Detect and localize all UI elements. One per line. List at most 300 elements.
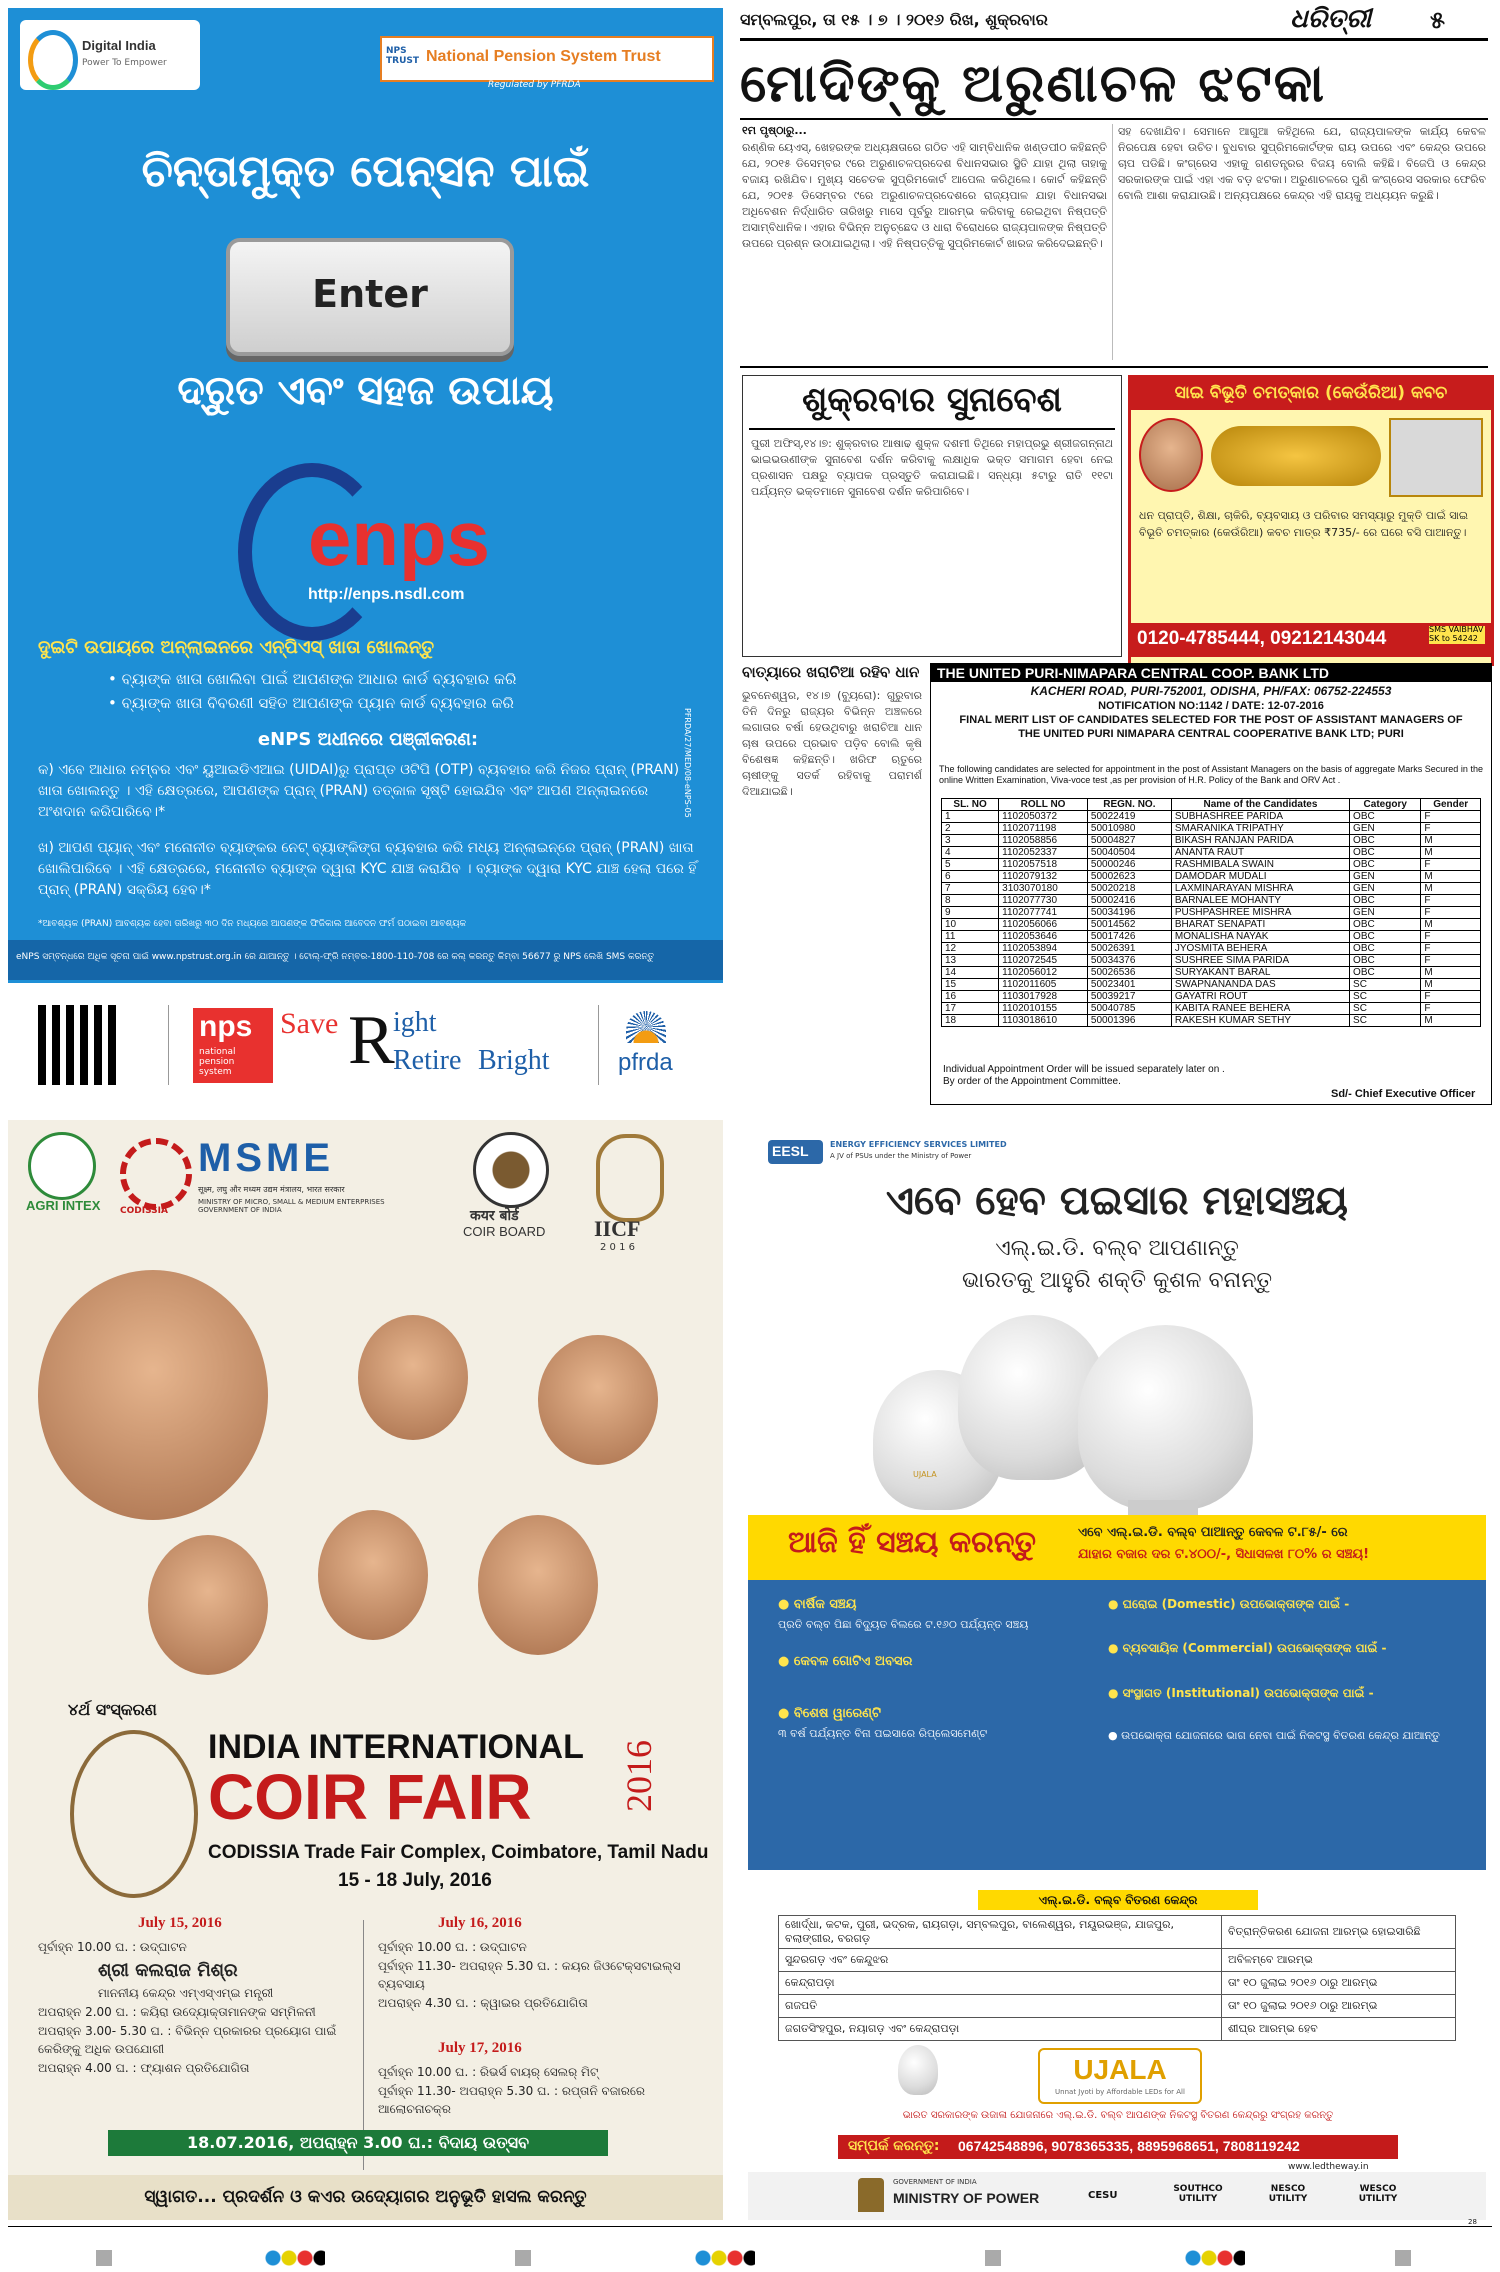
- iicf-emblem: [596, 1134, 664, 1222]
- registration-marks: [0, 2248, 1500, 2268]
- table-cell: 12: [942, 943, 999, 955]
- table-cell: ଜଗତସିଂହପୁର, ନୟାଗଡ଼ ଏବଂ କେନ୍ଦ୍ରାପଡ଼ା: [779, 2018, 1222, 2041]
- table-cell: F: [1421, 1003, 1481, 1015]
- page-number: ୫: [1430, 6, 1445, 34]
- closing-banner: [108, 2130, 608, 2156]
- table-cell: 1102011605: [999, 979, 1088, 991]
- tagline-retire: Retire: [393, 1045, 462, 1076]
- partner-wesco: WESCO UTILITY: [1358, 2184, 1398, 2204]
- nps-headline-1: ଚିନ୍ତାମୁକ୍ତ ପେନ୍‌ସନ ପାଇଁ: [141, 146, 590, 197]
- nps-trust-logo: [380, 36, 714, 82]
- table-row: [942, 847, 1481, 859]
- table-cell: OBC: [1350, 943, 1421, 955]
- coir-venue: CODISSIA Trade Fair Complex, Coimbatore, Tamil Nadu: [208, 1842, 709, 1863]
- table-row: [942, 811, 1481, 823]
- enter-key-graphic: [226, 238, 514, 356]
- bank-merit-list-notice: [930, 663, 1492, 1105]
- table-row: [942, 967, 1481, 979]
- sai-baba-portrait: [1139, 418, 1203, 492]
- table-cell: BHARAT SENAPATI: [1171, 919, 1349, 931]
- digital-india-text: Digital India: [82, 38, 156, 53]
- table-cell: F: [1421, 955, 1481, 967]
- table-row: [942, 883, 1481, 895]
- sai-ad-title-bar: [1131, 378, 1491, 410]
- table-cell: 16: [942, 991, 999, 1003]
- table-cell: 1102079132: [999, 871, 1088, 883]
- table-cell: 6: [942, 871, 999, 883]
- table-cell: SC: [1350, 979, 1421, 991]
- divider: [168, 1005, 169, 1085]
- eesl-subheadline-1: ଏଲ୍.ଇ.ଡି. ବଲ୍‌ବ ଆପଣାନ୍ତୁ: [995, 1236, 1239, 1261]
- divider: [749, 428, 1115, 430]
- table-cell: SMARANIKA TRIPATHY: [1171, 823, 1349, 835]
- table-cell: ଖୋର୍ଦ୍ଧା, କଟକ, ପୁରୀ, ଭଦ୍ରକ, ରାୟଗଡ଼ା, ସମ୍ବଲପୁର, ବାଲେଶ୍ୱର, ମୟୂରଭଞ୍ଜ, ଯାଜପୁର, ବଲାଙ୍ଗୀର, ବରଗଡ଼: [779, 1916, 1222, 1949]
- table-cell: 15: [942, 979, 999, 991]
- table-cell: DAMODAR MUDALI: [1171, 871, 1349, 883]
- table-cell: OBC: [1350, 955, 1421, 967]
- table-row: [942, 955, 1481, 967]
- eesl-left-points: [778, 1594, 1078, 1744]
- table-row: [942, 979, 1481, 991]
- table-row: [779, 1949, 1456, 1972]
- table-cell: 50020218: [1087, 883, 1171, 895]
- table-cell: F: [1421, 859, 1481, 871]
- main-story-lead: ୧ମ ପୃଷ୍ଠାରୁ...: [742, 124, 807, 137]
- table-cell: 50023401: [1087, 979, 1171, 991]
- table-row: [942, 895, 1481, 907]
- table-cell: 7: [942, 883, 999, 895]
- schedule-item: ପୂର୍ବାହ୍ନ 11.30- ଅପରାହ୍ନ 5.30 ଘ. : ରପ୍ତାନି ବଜାରରେ ଆଲୋଚନାଚକ୍ର: [378, 2083, 645, 2117]
- table-row: [942, 943, 1481, 955]
- table-cell: F: [1421, 991, 1481, 1003]
- nps-ad-code: PFRDA/27/MED/08-eNPS-05: [683, 708, 692, 818]
- digital-india-icon: [28, 30, 78, 90]
- schedule-item: ଅପରାହ୍ନ 2.00 ଘ. : କୟିରା ଉଦ୍ୟୋକ୍ତାମାନଙ୍କ ସମ୍ମିଳନୀ: [38, 2005, 316, 2020]
- benefit-item: ● ସଂସ୍ଥାଗତ (Institutional) ଉପଭୋକ୍ତାଙ୍କ ପାଇଁ -: [1108, 1685, 1374, 1700]
- schedule-day-2: July 16, 2016: [438, 1915, 522, 1931]
- table-cell: 1102058856: [999, 835, 1088, 847]
- table-cell: 11: [942, 931, 999, 943]
- footer-rule: [8, 2226, 1492, 2227]
- merit-table-header: Name of the Candidates: [1171, 799, 1349, 811]
- sai-coin-image: [1389, 418, 1483, 497]
- table-cell: BARNALEE MOHANTY: [1171, 895, 1349, 907]
- sai-ad-sms: SMS VAIBHAV SK to 54242: [1429, 625, 1484, 643]
- table-row: [942, 1003, 1481, 1015]
- schedule-item: ଶ୍ରୀ କଲରାଜ ମିଶ୍ର: [98, 1959, 238, 1981]
- table-cell: LAXMINARAYAN MISHRA: [1171, 883, 1349, 895]
- main-story-column-2: ସହ ଦେଖାଯିବ। ସେମାନେ ଆଗୁଆ କହିଥିଲେ ଯେ, ରାଜ୍ୟପାଳଙ୍କ କାର୍ଯ୍ୟ କେବଳ ନିରପେକ୍ଷ ହେବା ଉଚିତ। ବୁଧବାର ସୁପ୍ରିମକୋର୍ଟଙ୍କ ରାୟ ଉପରେ ଏବଂ କେନ୍ଦ୍ର ଉପରେ ଚାପ ପଡିଛି। କଂଗ୍ରେସ ଏହାକୁ ଗଣତନ୍ତ୍ରର ବିଜୟ ବୋଲି କହିଛି। ବିଜେପି ଓ କେନ୍ଦ୍ର ସରକାରଙ୍କ ପାଇଁ ଏହା ଏକ ବଡ଼ ଝଟକା। ଅରୁଣାଚଳରେ ପୁଣି କଂଗ୍ରେସ ସରକାର ଫେରିବ ବୋଲି ଆଶା କରାଯାଉଛି। ଅନ୍ୟପକ୍ଷରେ କେନ୍ଦ୍ର ଏହି ରାୟକୁ ଅଧ୍ୟୟନ କରୁଛି।: [1118, 125, 1486, 202]
- table-cell: 5: [942, 859, 999, 871]
- table-cell: OBC: [1350, 919, 1421, 931]
- qr-code-icon: [38, 1005, 118, 1085]
- iicf-year: 2 0 1 6: [600, 1242, 635, 1253]
- nps-logo-text: nps: [199, 1010, 253, 1043]
- headline-rule: [740, 118, 1488, 120]
- portrait-minister-5: [318, 1510, 428, 1640]
- led-bulb-image: [1078, 1325, 1253, 1510]
- friday-story-headline: ଶୁକ୍ରବାର ସୁନାବେଶ: [802, 380, 1062, 420]
- table-cell: 1102077741: [999, 907, 1088, 919]
- main-headline: ମୋଦିଙ୍କୁ ଅରୁଣାଚଳ ଝଟକା: [740, 54, 1327, 114]
- small-story-headline: ବାତ୍ୟାରେ ଖରାଚିଆ ରହିବ ଧାନ: [742, 663, 920, 681]
- sai-ad-body: ଧନ ପ୍ରାପ୍ତି, ଶିକ୍ଷା, ଚାକିରି, ବ୍ୟବସାୟ ଓ ପରିବାର ସମସ୍ୟାରୁ ମୁକ୍ତି ପାଇଁ ସାଇ ବିଭୂତି ଚମତ୍କାର (କେଉଁରିଆ) କବଚ ମାତ୍ର ₹735/- ରେ ଘରେ ବସି ପାଆନ୍ତୁ।: [1139, 509, 1469, 539]
- benefit-item: ୩ ବର୍ଷ ପର୍ଯ୍ୟନ୍ତ ବିନା ପଇସାରେ ରିପ୍ଲେସମେଣ୍ଟ: [778, 1726, 988, 1740]
- table-cell: OBC: [1350, 859, 1421, 871]
- pfrda-sun-icon: [626, 1011, 666, 1043]
- newspaper-name: ଧରିତ୍ରୀ: [1290, 4, 1372, 34]
- table-cell: 9: [942, 907, 999, 919]
- eesl-footer-band: [748, 2172, 1486, 2220]
- eesl-logo-subtext: ENERGY EFFICIENCY SERVICES LIMITED: [830, 1140, 1007, 1149]
- table-cell: F: [1421, 823, 1481, 835]
- benefit-item: ● ଉପଭୋକ୍ତା ଯୋଜନାରେ ଭାଗ ନେବା ପାଇଁ ନିକଟସ୍ଥ ବିତରଣ କେନ୍ଦ୍ର ଯାଆନ୍ତୁ: [1108, 1729, 1440, 1743]
- nps-bullet-2: • ବ୍ୟାଙ୍କ ଖାତା ବିବରଣୀ ସହିତ ଆପଣଙ୍କ ପ୍ୟାନ କାର୍ଡ ବ୍ୟବହାର କରି: [108, 694, 514, 712]
- table-cell: 50002623: [1087, 871, 1171, 883]
- bank-notification-no: NOTIFICATION NO:1142 / DATE: 12-07-2016: [1098, 700, 1324, 712]
- eesl-price-line-1: ଏବେ ଏଲ୍.ଇ.ଡି. ବଲ୍‌ବ ପାଆନ୍ତୁ କେବଳ ଟ.୮୫/- ରେ: [1078, 1525, 1348, 1540]
- bank-title: THE UNITED PURI-NIMAPARA CENTRAL COOP. BANK LTD: [937, 665, 1329, 681]
- table-row: [942, 907, 1481, 919]
- table-cell: SC: [1350, 1003, 1421, 1015]
- table-cell: 50040504: [1087, 847, 1171, 859]
- nps-bottom-band: [8, 983, 723, 1108]
- table-cell: SURYAKANT BARAL: [1171, 967, 1349, 979]
- table-cell: M: [1421, 871, 1481, 883]
- eesl-ujala-advertisement: [748, 1120, 1486, 2220]
- schedule-day-3-list: [378, 2063, 698, 2119]
- contact-label: ସମ୍ପର୍କ କରନ୍ତୁ:: [848, 2138, 940, 2154]
- table-row: [779, 1916, 1456, 1949]
- table-cell: M: [1421, 967, 1481, 979]
- benefit-item: ● ବ୍ୟବସାୟିକ (Commercial) ଉପଭୋକ୍ତାଙ୍କ ପାଇଁ -: [1108, 1641, 1387, 1656]
- table-row: [942, 1015, 1481, 1027]
- table-cell: SUSHREE SIMA PARIDA: [1171, 955, 1349, 967]
- table-cell: OBC: [1350, 847, 1421, 859]
- coir-board-emblem: [473, 1132, 549, 1208]
- table-cell: SC: [1350, 1015, 1421, 1027]
- nps-info-strip-text: eNPS ସମ୍ବନ୍ଧରେ ଅଧିକ ସୂଚନା ପାଇଁ www.npstrust.org.in ରେ ଯାଆନ୍ତୁ । ଟୋଲ୍-ଫ୍ରି ନମ୍ବର-1800-110-708 ରେ କଲ୍ କରନ୍ତୁ କିମ୍ବା 56677 ରୁ NPS ଲେଖି SMS କରନ୍ତୁ: [16, 952, 655, 962]
- table-cell: 50002416: [1087, 895, 1171, 907]
- iicf-fair-emblem: [70, 1730, 198, 1898]
- eesl-headline: ଏବେ ହେବ ପଇସାର ମହାସଞ୍ଚୟ: [885, 1178, 1349, 1224]
- distribution-table-title: ଏଲ୍.ଇ.ଡି. ବଲ୍‌ବ ବିତରଣ କେନ୍ଦ୍ର: [978, 1890, 1258, 1910]
- bank-intro: The following candidates are selected for appointment in the post of Assistant Managers on the basis of aggregate Marks Secured in the online Written Examination, Viva-voce test ,as per provision of H.R. Policy of the Bank and ORV Act .: [939, 764, 1483, 785]
- table-cell: OBC: [1350, 835, 1421, 847]
- table-cell: GEN: [1350, 823, 1421, 835]
- schedule-item: ଅପରାହ୍ନ 4.30 ଘ. : କ୍ୱାଇର ପ୍ରତିଯୋଗିତା: [378, 1995, 588, 2010]
- enps-wordmark: enps: [308, 494, 491, 582]
- coir-footer-band: [8, 2175, 723, 2220]
- table-cell: 50034376: [1087, 955, 1171, 967]
- reg-mark-cmyk: [265, 2250, 325, 2266]
- schedule-day-2-list: [378, 1938, 698, 2012]
- table-cell: 1102053894: [999, 943, 1088, 955]
- schedule-day-3: July 17, 2016: [438, 2040, 522, 2056]
- table-cell: 1102077730: [999, 895, 1088, 907]
- table-cell: 14: [942, 967, 999, 979]
- enps-url[interactable]: http://enps.nsdl.com: [308, 586, 465, 603]
- table-row: [779, 1995, 1456, 2018]
- tagline-save: Save: [280, 1007, 339, 1040]
- table-cell: SUBHASHREE PARIDA: [1171, 811, 1349, 823]
- eesl-save-banner: [748, 1515, 1486, 1580]
- table-cell: 18: [942, 1015, 999, 1027]
- table-cell: ତାଂ ୧୦ ଜୁଲାଇ ୨୦୧୬ ଠାରୁ ଆରମ୍ଭ: [1222, 1972, 1456, 1995]
- schedule-item: ପୂର୍ବାହ୍ନ 10.00 ଘ. : ଉଦ୍‌ଘାଟନ: [378, 1940, 527, 1954]
- eesl-subheadline-2: ଭାରତକୁ ଆହୁରି ଶକ୍ତି କୁଶଳ ବନାନ୍ତୁ: [961, 1268, 1273, 1293]
- table-row: [779, 2018, 1456, 2041]
- nps-trust-regulator: Regulated by PFRDA: [488, 80, 581, 90]
- table-row: [942, 919, 1481, 931]
- table-cell: 10: [942, 919, 999, 931]
- table-cell: OBC: [1350, 931, 1421, 943]
- schedule-day-1: July 15, 2016: [138, 1915, 222, 1931]
- main-story-column-1: ରଣ୍ଣିକ ୟେଏସ୍, ଖେହରଙ୍କ ଅଧ୍ୟକ୍ଷତାରେ ଗଠିତ ଏହି ସାମ୍ବିଧାନିକ ଖଣ୍ଡପୀଠ କହିଛନ୍ତି ଯେ, ୨୦୧୫ ଡିସେମ୍ବର ୯ରେ ଅରୁଣାଚଳପ୍ରଦେଶ ବିଧାନସଭାର ସ୍ଥିତି ଯାହା ଥିଲା ତାହାକୁ ବଜାୟ ରଖିଯିବ। ମୁଖ୍ୟ ସଚେତକ ସୁପ୍ରିମକୋର୍ଟ ଆପେଲ କରିଥିଲେ। କୋର୍ଟ କହିଛନ୍ତି ଯେ, ୨୦୧୫ ଡିସେମ୍ବର ୯ରେ ଅରୁଣାଚଳପ୍ରଦେଶରେ ରାଜ୍ୟପାଳ ଯାହା ବିଧାନସଭା ଅଧିବେଶନ ନିର୍ଦ୍ଧାରିତ ତାରିଖରୁ ମାସେ ପୂର୍ବରୁ ଆରମ୍ଭ କରିବାକୁ ରେଇଥିବା ନିଷ୍ପତ୍ତି ଅସାମ୍ବିଧାନିକ। ଏହାର ବିଭିନ୍ନ ଅନୁଚ୍ଛେଦ ଓ ଧାରା ବିରୋଧରେ ରାଜ୍ୟପାଳଙ୍କ ନିଷ୍ପତ୍ତି ଉପରେ ପ୍ରଶ୍ନ ଉଠାଯାଇଥିଲା। ଏହି ନିଷ୍ପତ୍ତିକୁ ସୁପ୍ରିମକୋର୍ଟ ଖାରଜ କରିଦେଇଛନ୍ତି।: [742, 141, 1107, 250]
- nps-advertisement: [8, 8, 723, 1108]
- table-cell: F: [1421, 931, 1481, 943]
- table-cell: କେନ୍ଦ୍ରାପଡ଼ା: [779, 1972, 1222, 1995]
- table-cell: 3103070180: [999, 883, 1088, 895]
- bank-address: KACHERI ROAD, PURI-752001, ODISHA, PH/FAX: 06752-224553: [1030, 684, 1392, 698]
- agri-intex-label: AGRI INTEX: [26, 1198, 101, 1213]
- reg-mark-gray: [96, 2250, 112, 2266]
- codissia-gear-icon: [120, 1138, 192, 1210]
- table-cell: 1103017928: [999, 991, 1088, 1003]
- table-cell: ତାଂ ୧୦ ଜୁଲାଇ ୨୦୧୬ ଠାରୁ ଆରମ୍ଭ: [1222, 1995, 1456, 2018]
- table-cell: 50014562: [1087, 919, 1171, 931]
- table-cell: F: [1421, 811, 1481, 823]
- eesl-logo-subtext-2: A JV of PSUs under the Ministry of Power: [830, 1152, 972, 1160]
- table-cell: KABITA RANEE BEHERA: [1171, 1003, 1349, 1015]
- nps-headline-2: ଦ୍ରୁତ ଏବଂ ସହଜ ଉପାୟ: [177, 368, 554, 414]
- table-cell: 1102053646: [999, 931, 1088, 943]
- table-cell: 1102056066: [999, 919, 1088, 931]
- table-cell: 1102052337: [999, 847, 1088, 859]
- nps-bullet-1: • ବ୍ୟାଙ୍କ ଖାତା ଖୋଲିବା ପାଇଁ ଆପଣଙ୍କ ଆଧାର କାର୍ଡ ବ୍ୟବହାର କରି: [108, 670, 517, 688]
- eesl-price-line-2: ଯାହାର ବଜାର ଦର ଟ.୪୦୦/-, ସିଧାସଳଖ ୮୦% ର ସଞ୍ଚୟ!: [1078, 1547, 1370, 1562]
- table-cell: 50010980: [1087, 823, 1171, 835]
- codissia-label: CODISSIA: [120, 1206, 168, 1216]
- table-cell: F: [1421, 895, 1481, 907]
- sai-kavach-advertisement: [1128, 375, 1494, 666]
- table-cell: M: [1421, 847, 1481, 859]
- msme-logo: MSME: [198, 1136, 334, 1180]
- table-cell: GEN: [1350, 883, 1421, 895]
- table-cell: GEN: [1350, 871, 1421, 883]
- table-cell: 50034196: [1087, 907, 1171, 919]
- table-cell: M: [1421, 835, 1481, 847]
- bank-signature: Sd/- Chief Executive Officer: [1331, 1088, 1476, 1100]
- coir-title-2: COIR FAIR: [208, 1761, 532, 1833]
- table-cell: ANANTA RAUT: [1171, 847, 1349, 859]
- table-row: [942, 991, 1481, 1003]
- table-cell: GEN: [1350, 907, 1421, 919]
- table-cell: GAYATRI ROUT: [1171, 991, 1349, 1003]
- contact-numbers[interactable]: 06742548896, 9078365335, 8895968651, 7808119242: [958, 2138, 1300, 2154]
- table-row: [942, 859, 1481, 871]
- portrait-minister-3: [538, 1335, 658, 1465]
- coir-year: 2016: [619, 1740, 659, 1812]
- tagline-R: R: [348, 1002, 395, 1079]
- eesl-website[interactable]: www.ledtheway.in: [1288, 2162, 1369, 2172]
- table-cell: RAKESH KUMAR SETHY: [1171, 1015, 1349, 1027]
- table-cell: JYOSMITA BEHERA: [1171, 943, 1349, 955]
- table-row: [779, 1972, 1456, 1995]
- schedule-item: ପୂର୍ବାହ୍ନ 10.00 ଘ. : ରିଭର୍ସ ବାୟର୍ ସେଲର୍ ମିଟ୍: [378, 2065, 599, 2079]
- pfrda-logo-text: pfrda: [618, 1049, 673, 1076]
- table-cell: PUSHPASHREE MISHRA: [1171, 907, 1349, 919]
- table-cell: 8: [942, 895, 999, 907]
- schedule-day-1-list: [38, 1938, 358, 2077]
- table-cell: M: [1421, 979, 1481, 991]
- benefit-item: ● ଘରୋଇ (Domestic) ଉପଭୋକ୍ତାଙ୍କ ପାଇଁ -: [1108, 1597, 1350, 1611]
- bank-title-bar: [931, 664, 1491, 682]
- partner-cesu: CESU: [1088, 2190, 1118, 2201]
- table-cell: 17: [942, 1003, 999, 1015]
- ministry-of-power: MINISTRY OF POWER: [893, 2190, 1040, 2206]
- table-cell: SWAPNANANDA DAS: [1171, 979, 1349, 991]
- bulb-label: UJALA: [913, 1470, 937, 1479]
- portrait-modi: [38, 1270, 268, 1520]
- table-cell: 13: [942, 955, 999, 967]
- digital-india-logo: [20, 20, 200, 90]
- footer-page-number: 28: [1468, 2218, 1477, 2226]
- ujala-logo-text: UJALA: [1073, 2054, 1167, 2085]
- table-cell: M: [1421, 883, 1481, 895]
- table-cell: 50022419: [1087, 811, 1171, 823]
- schedule-item: ପୂର୍ବାହ୍ନ 10.00 ଘ. : ଉଦ୍‌ଘାଟନ: [38, 1940, 187, 1954]
- table-cell: 1: [942, 811, 999, 823]
- eesl-right-points: [1108, 1594, 1468, 1746]
- friday-story-body: ପୁରୀ ଅଫିସ୍,୧୪।୭: ଶୁକ୍ରବାର ଆଷାଢ ଶୁକ୍ଳ ଦଶମୀ ତିଥିରେ ମହାପ୍ରଭୁ ଶ୍ରୀଜଗନ୍ନାଥ ଭାଇଭଉଣୀଙ୍କ ସୁନାବେଶ ଦର୍ଶନ କରିବାକୁ ଲକ୍ଷାଧିକ ଭକ୍ତ ସମାଗମ ହେବା ନେଇ ପ୍ରଶାସନ ପକ୍ଷରୁ ବ୍ୟାପକ ପ୍ରସ୍ତୁତି କରାଯାଇଛି। ସନ୍ଧ୍ୟା ୫ଟାରୁ ରାତି ୧୧ଟା ପର୍ଯ୍ୟନ୍ତ ଭକ୍ତମାନେ ସୁନାବେଶ ଦର୍ଶନ କରିପାରିବେ।: [751, 437, 1113, 498]
- nps-logo-subtext: national pension system: [199, 1047, 236, 1077]
- schedule-item: ଅପରାହ୍ନ 4.00 ଘ. : ଫ୍ୟାଶନ ପ୍ରତିଯୋଗିତା: [38, 2060, 250, 2075]
- benefit-item: ● ବାର୍ଷିକ ସଞ୍ଚୟ: [778, 1597, 857, 1612]
- eesl-info-text: ଭାରତ ସରକାରଙ୍କ ଉଜାଳା ଯୋଜନାରେ ଏଲ୍.ଇ.ଡି. ବଲ୍‌ବ ଆପଣଙ୍କ ନିକଟସ୍ଥ ବିତରଣ କେନ୍ଦ୍ରରୁ ସଂଗ୍ରହ କରନ୍ତୁ: [902, 2110, 1334, 2121]
- coir-title-1: INDIA INTERNATIONAL: [208, 1728, 584, 1766]
- table-row: [942, 871, 1481, 883]
- table-cell: BIKASH RANJAN PARIDA: [1171, 835, 1349, 847]
- enter-key-label: Enter: [312, 272, 428, 316]
- table-cell: F: [1421, 907, 1481, 919]
- nps-section1-title: ଦୁଇଟି ଉପାୟରେ ଅନ୍‌ଲାଇନରେ ଏନ୍‌ପିଏସ୍ ଖାତା ଖୋଲନ୍ତୁ: [38, 637, 435, 658]
- reg-mark-cmyk: [1185, 2250, 1245, 2266]
- table-cell: 50001396: [1087, 1015, 1171, 1027]
- table-row: [942, 835, 1481, 847]
- msme-hindi-text: सूक्ष्म, लघु और मध्यम उद्यम मंत्रालय, भारत सरकार: [198, 1185, 345, 1194]
- table-row: [942, 931, 1481, 943]
- distribution-centre-table: [778, 1915, 1456, 2041]
- eesl-contact-bar: [838, 2135, 1398, 2159]
- ujala-logo: [1038, 2048, 1202, 2104]
- tagline-right: ight: [393, 1007, 437, 1038]
- table-cell: 1102050372: [999, 811, 1088, 823]
- merit-table-header: REGN. NO.: [1087, 799, 1171, 811]
- table-cell: 4: [942, 847, 999, 859]
- benefit-item: ପ୍ରତି ବଲ୍‌ବ ପିଛା ବିଦ୍ୟୁତ ବିଲରେ ଟ.୧୬୦ ପର୍ଯ୍ୟନ୍ତ ସଞ୍ଚୟ: [778, 1618, 1029, 1632]
- table-cell: 50026391: [1087, 943, 1171, 955]
- sai-ad-title: ସାଇ ବିଭୂତି ଚମତ୍କାର (କେଉଁରିଆ) କବଚ: [1174, 383, 1448, 403]
- table-cell: 50040785: [1087, 1003, 1171, 1015]
- schedule-item: ଅପରାହ୍ନ 3.00- 5.30 ଘ. : ବିଭିନ୍ନ ପ୍ରକାରର ପ୍ରୟୋଗ ପାଇଁ କେରିଙ୍କୁ ଅଧିକ ଉପଯୋଗୀ: [38, 2023, 337, 2057]
- ujala-logo-subtext: Unnat Jyoti by Affordable LEDs for All: [1055, 2088, 1185, 2096]
- table-cell: 50000246: [1087, 859, 1171, 871]
- reg-mark-cmyk: [695, 2250, 755, 2266]
- closing-text: 18.07.2016, ଅପରାହ୍ନ 3.00 ଘ.: ବିଦାୟ ଉତ୍ସବ: [186, 2133, 529, 2152]
- nps-para-b: ଖ) ଆପଣ ପ୍ୟାନ୍ ଏବଂ ମନୋନୀତ ବ୍ୟାଙ୍କର ନେଟ୍ ବ୍ୟାଙ୍କିଙ୍ଗ ବ୍ୟବହାର କରି ମଧ୍ୟ ଅନ୍‌ଲାଇନ୍‌ରେ ପ୍ରାନ୍ (PRAN) ଖାତା ଖୋଲିପାରିବେ । ଏହି କ୍ଷେତ୍ରରେ, ମନୋନୀତ ବ୍ୟାଙ୍କ ଦ୍ୱାରା KYC ଯାଞ୍ଚ କରାଯିବ । ବ୍ୟାଙ୍କ ଦ୍ୱାରା KYC ଯାଞ୍ଚ ହେଲା ପରେ ହିଁ ପ୍ରାନ୍ (PRAN) ସକ୍ରିୟ ହେବ।*: [38, 840, 697, 898]
- table-cell: ସୁନ୍ଦରଗଡ଼ ଏବଂ କେନ୍ଦୁଝର: [779, 1949, 1222, 1972]
- eesl-logo-text: EESL: [772, 1143, 809, 1159]
- table-cell: 1102010155: [999, 1003, 1088, 1015]
- reg-mark-gray: [515, 2250, 531, 2266]
- nps-para-a: କ) ଏବେ ଆଧାର ନମ୍ବର ଏବଂ ୟୁଆଇଡିଏଆଇ (UIDAI)ରୁ ପ୍ରାପ୍ତ ଓଟିପି (OTP) ବ୍ୟବହାର କରି ନିଜର ପ୍ରାନ୍ (PRAN) ଖାତା ଖୋଲନ୍ତୁ । ଏହି କ୍ଷେତ୍ରରେ, ଆପଣଙ୍କ ପ୍ରାନ୍ (PRAN) ତତ୍କାଳ ସୃଷ୍ଟି ହୋଇଯିବ ଏବଂ ଆପଣ ଅନ୍‌ଲାଇନରେ ଅଂଶଦାନ କରିପାରିବେ।*: [38, 762, 680, 820]
- eesl-save-now: ଆଜି ହିଁ ସଞ୍ଚୟ କରନ୍ତୁ: [788, 1525, 1036, 1560]
- merit-table-header: ROLL NO: [999, 799, 1088, 811]
- coir-board-label: COIR BOARD: [463, 1224, 546, 1239]
- table-cell: ଅବିଳମ୍ବେ ଆରମ୍ଭ: [1222, 1949, 1456, 1972]
- table-cell: 1103018610: [999, 1015, 1088, 1027]
- table-cell: SC: [1350, 991, 1421, 1003]
- national-emblem-icon: [858, 2178, 884, 2212]
- table-row: [942, 823, 1481, 835]
- coir-footer-text: ସ୍ୱାଗତ... ପ୍ରଦର୍ଶନ ଓ କଏର ଉଦ୍ୟୋଗର ଅନୁଭୂତି ହାସଲ କରନ୍ତୁ: [144, 2187, 587, 2207]
- page-dateline: ସମ୍ବଲପୁର, ତା ୧୫ । ୭ । ୨୦୧୬ ରିଖ, ଶୁକ୍ରବାର: [740, 10, 1048, 29]
- table-cell: MONALISHA NAYAK: [1171, 931, 1349, 943]
- column-rule: [1112, 124, 1113, 360]
- nps-trust-name: National Pension System Trust: [426, 48, 661, 65]
- eesl-benefits-panel: [748, 1580, 1486, 1870]
- sai-ad-phone[interactable]: 0120-4785444, 09212143044: [1137, 628, 1387, 649]
- table-cell: ବିତ୍ରାନ୍ତିକରଣ ଯୋଜନା ଆରମ୍ଭ ହୋଇସାରିଛି: [1222, 1916, 1456, 1949]
- nps-logo: [193, 1008, 273, 1083]
- table-cell: RASHMIBALA SWAIN: [1171, 859, 1349, 871]
- portrait-minister-6: [478, 1515, 598, 1655]
- nps-section2-title: eNPS ଅଧୀନରେ ପଞ୍ଜୀକରଣ:: [257, 729, 479, 750]
- table-cell: 1102057518: [999, 859, 1088, 871]
- reg-mark-gray: [985, 2250, 1001, 2266]
- kavach-pendant-image: [1211, 426, 1381, 486]
- bank-heading: FINAL MERIT LIST OF CANDIDATES SELECTED FOR THE POST OF ASSISTANT MANAGERS OF THE UNITED PURI NIMAPARA CENTRAL COOPERATIVE BANK LTD; PURI: [959, 714, 1463, 740]
- portrait-minister-4: [148, 1535, 268, 1675]
- small-story-body: ଭୁବନେଶ୍ୱର, ୧୪।୭ (ବ୍ୟୁରୋ): ଗୁରୁବାର ତିନି ଦିନରୁ ରାଜ୍ୟର ବିଭିନ୍ନ ଅଞ୍ଚଳରେ ଲଗାତାର ବର୍ଷା ହେଉଥିବାରୁ ଖରାଚିଆ ଧାନ ଚାଷ ଉପରେ ପ୍ରଭାବ ପଡ଼ିବ ବୋଲି କୃଷି ବିଶେଷଜ୍ଞ କହିଛନ୍ତି। ଖରିଫ ଋତୁରେ ଚାଷୀଙ୍କୁ ସତର୍କ ରହିବାକୁ ପରାମର୍ଶ ଦିଆଯାଇଛି।: [742, 689, 922, 798]
- merit-table-header: Category: [1350, 799, 1421, 811]
- table-cell: ଶୀଘ୍ର ଆରମ୍ଭ ହେବ: [1222, 2018, 1456, 2041]
- table-cell: ଗଜପତି: [779, 1995, 1222, 2018]
- merit-table-header: SL. NO: [942, 799, 999, 811]
- table-cell: 2: [942, 823, 999, 835]
- bank-footer-2: By order of the Appointment Committee.: [943, 1076, 1121, 1087]
- partner-nesco: NESCO UTILITY: [1268, 2184, 1308, 2204]
- coir-edition: ୪ର୍ଥ ସଂସ୍କରଣ: [68, 1700, 157, 1719]
- table-cell: OBC: [1350, 811, 1421, 823]
- table-cell: M: [1421, 1015, 1481, 1027]
- table-cell: OBC: [1350, 895, 1421, 907]
- coir-board-hindi: कयर बोर्ड: [470, 1208, 519, 1224]
- iicf-label: IICF: [594, 1216, 641, 1241]
- divider: [598, 1005, 599, 1085]
- schedule-item: ପୂର୍ବାହ୍ନ 11.30- ଅପରାହ୍ନ 5.30 ଘ. : କୟର ଜିଓଟେକ୍ସଟାଇଲ୍‌ସ ବ୍ୟବସାୟ: [378, 1958, 681, 1992]
- digital-india-subtext: Power To Empower: [82, 58, 167, 68]
- benefit-item: ● କେବଳ ଗୋଟିଏ ଅବସର: [778, 1653, 913, 1669]
- partner-southco: SOUTHCO UTILITY: [1173, 2184, 1223, 2204]
- merit-table-header: Gender: [1421, 799, 1481, 811]
- schedule-item: ମାନନୀୟ କେନ୍ଦ୍ର ଏମ୍‌ଏସ୍‌ଏମ୍‌ଇ ମନ୍ତ୍ରୀ: [98, 1986, 274, 2001]
- table-cell: 3: [942, 835, 999, 847]
- eesl-logo: [768, 1140, 823, 1164]
- tagline-bright: Bright: [478, 1045, 550, 1076]
- table-cell: 50026536: [1087, 967, 1171, 979]
